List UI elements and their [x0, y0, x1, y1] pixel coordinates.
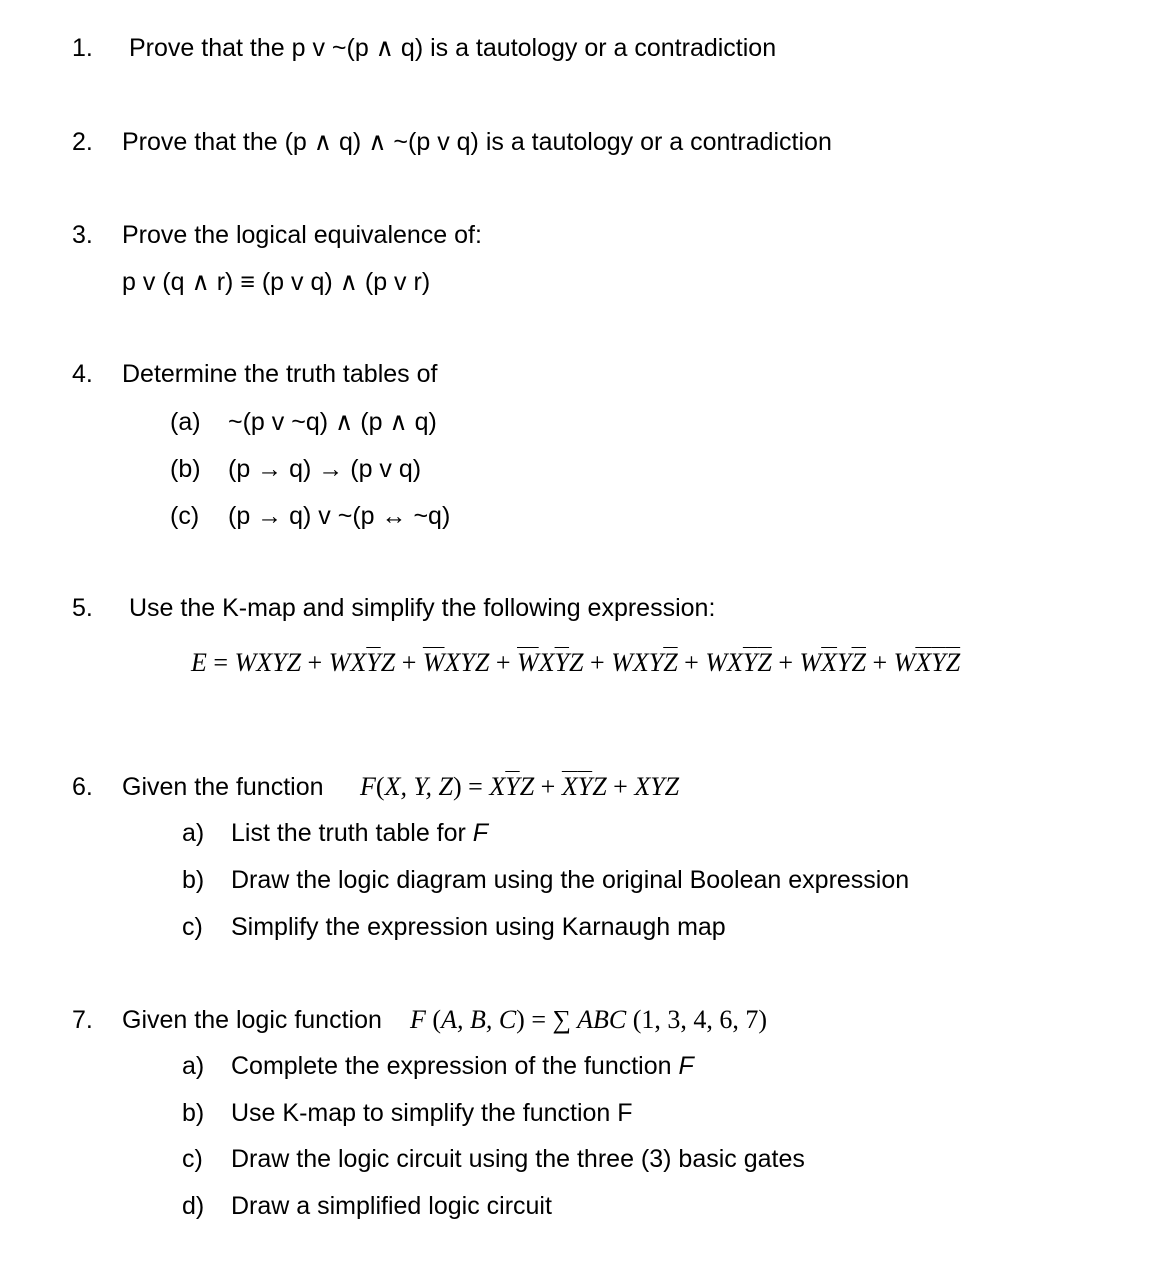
- question-5-equation: E = WXYZ + $WX\overline{Y}Z + \overline{W}XYZ + \overline{W}X\overline{Y}Z + WXY\overline{Z} + WX\overline{Y}\overline{Z} + W\overline{X}Y\overline{Z} + W\overline{X}\overline{Y}\overline{Z}$: [191, 648, 961, 677]
- question-text: Use the K-map and simplify the following expression:: [129, 594, 716, 622]
- item-expression: (p → q) v ~(p ↔ ~q): [228, 502, 451, 530]
- item-text: Simplify the expression using Karnaugh map: [231, 913, 726, 941]
- function-expression: F(X, Y, $Z) = X\overline{Y}Z + \overline{X}\overline{Y}Z$ + XYZ: [360, 772, 680, 801]
- item-text: Complete the expression of the function F: [231, 1052, 694, 1080]
- function-expression: F (A, B, C) = ∑ ABC (1, 3, 4, 6, 7): [410, 1005, 768, 1034]
- question-number: 5.: [72, 594, 93, 622]
- question-number: 1.: [72, 34, 93, 62]
- equation-lhs: E: [191, 648, 207, 677]
- equation-sign: =: [213, 648, 229, 677]
- item-text: Draw a simplified logic circuit: [231, 1192, 552, 1220]
- item-expression: ~(p v ~q) ∧ (p ∧ q): [228, 408, 437, 436]
- item-label: (b): [170, 455, 201, 483]
- question-text: Determine the truth tables of: [122, 360, 438, 388]
- item-label: a): [182, 819, 205, 847]
- question-text: Prove that the (p ∧ q) ∧ ~(p v q) is a tautology or a contradiction: [122, 128, 832, 156]
- item-text: Use K-map to simplify the function F: [231, 1099, 633, 1127]
- question-text: Given the function: [122, 773, 324, 801]
- item-label: b): [182, 866, 205, 894]
- item-expression: (p → q) → (p v q): [228, 455, 422, 483]
- item-label: (a): [170, 408, 201, 436]
- question-number: 6.: [72, 773, 93, 801]
- item-label: (c): [170, 502, 200, 530]
- question-number: 3.: [72, 221, 93, 249]
- question-text: Prove the logical equivalence of:: [122, 221, 482, 249]
- item-text: Draw the logic diagram using the original Boolean expression: [231, 866, 910, 894]
- item-label: c): [182, 1145, 203, 1173]
- item-label: b): [182, 1099, 205, 1127]
- question-text: Given the logic function: [122, 1006, 382, 1034]
- question-number: 7.: [72, 1006, 93, 1034]
- question-number: 4.: [72, 360, 93, 388]
- item-text: List the truth table for F: [231, 819, 489, 847]
- item-label: c): [182, 913, 203, 941]
- item-label: a): [182, 1052, 205, 1080]
- item-label: d): [182, 1192, 205, 1220]
- item-text: Draw the logic circuit using the three (3) basic gates: [231, 1145, 805, 1173]
- question-3-expression: p v (q ∧ r) ≡ (p v q) ∧ (p v r): [122, 268, 431, 296]
- question-text: Prove that the p v ~(p ∧ q) is a tautology or a contradiction: [129, 34, 777, 62]
- question-number: 2.: [72, 128, 93, 156]
